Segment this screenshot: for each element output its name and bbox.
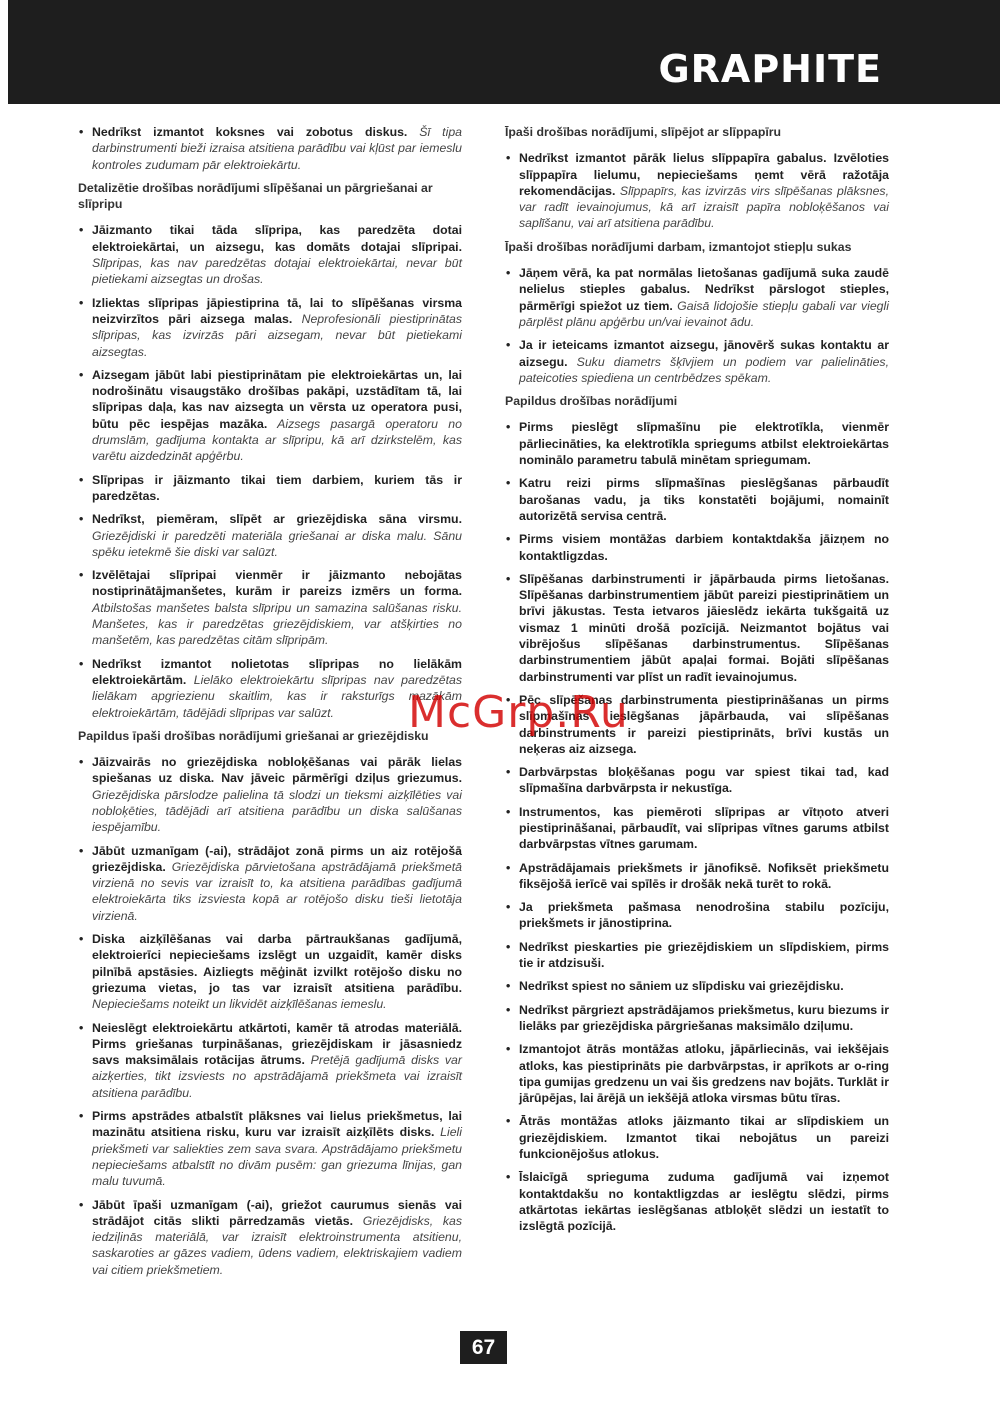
- list-item: • Nedrīkst spiest no sāniem uz slīpdisku vai griezējdisku.: [505, 978, 889, 994]
- list-item: • Pēc slīpēšanas darbinstrumenta piestiprināšanas un pirms slīpmašīnas ieslēgšanas jāpārbauda, vai slīpēšanas darbinstruments ir pareizi piestiprināts, brīvi kustās un neķeras aiz aizsega.: [505, 692, 889, 757]
- bullet-list: [505, 419, 889, 1234]
- list-item: • Pirms apstrādes atbalstīt plāksnes vai lielus priekšmetus, lai mazinātu atsitiena risku, kuru var izraisīt aizķīlēts disks. Lieli priekšmeti var saliekties zem sava svara. Apstrādājamo priekšmetu nepieciešams atbalstīt no divām pusēm: gan griezuma līnijas, gan malu tuvumā.: [78, 1108, 462, 1189]
- section-heading: Detalizētie drošības norādījumi slīpēšanai un pārgriešanai ar slīpripu: [78, 180, 433, 212]
- watermark: McGrp.Ru: [408, 687, 629, 738]
- bullet-list: [505, 265, 889, 386]
- list-item: • Nedrīkst pārgriezt apstrādājamos priekšmetus, kuru biezums ir lielāks par griezējdiska pārgriešanas maksimālo dziļumu.: [505, 1002, 889, 1035]
- list-item: • Nedrīkst, piemēram, slīpēt ar griezējdiska sāna virsmu. Griezējdiski ir paredzēti materiāla griešanai ar diska malu. Sānu spēku ietekmē šie diski var salūzt.: [78, 511, 462, 560]
- list-item: • Slīpripas ir jāizmanto tikai tiem darbiem, kuriem tās ir paredzētas.: [78, 472, 462, 505]
- list-item: • Izvēlētajai slīpripai vienmēr ir jāizmanto nebojātas nostiprinātājmanšetes, kurām ir pareizs izmērs un forma. Atbilstošas manšetes balsta slīpripu un samazina salūšanas risku. Manšetes, kas ir paredzētas griezējdiskiem, var atšķirties no manšetēm, kas paredzētas citām slīpripām.: [78, 567, 462, 648]
- bullet-list: [505, 150, 889, 231]
- page-number: 67: [460, 1331, 507, 1364]
- list-item: • Diska aizķīlēšanas vai darba pārtraukšanas gadījumā, elektroierīci nepieciešams izslēgt un uzgaidīt, kamēr disks pilnībā apstāsies. Aizliegts mēģināt izvilkt rotējošo disku no griezuma vietas, jo tas var izraisīt atsitiena parādību. Nepieciešams noteikt un likvidēt aizķīlēšanas iemeslu.: [78, 931, 462, 1012]
- list-item: • Apstrādājamais priekšmets ir jānofiksē. Nofiksēt priekšmetu fiksējošā ierīcē vai spīlēs ir drošāk nekā turēt to rokā.: [505, 860, 889, 893]
- list-item: • Pirms visiem montāžas darbiem kontaktdakša jāizņem no kontaktligzdas.: [505, 531, 889, 564]
- page-header: [8, 0, 1000, 104]
- list-item: • Pirms pieslēgt slīpmašīnu pie elektrotīkla, vienmēr pārliecināties, ka elektrotīkla spriegums atbilst elektroiekārtas nominālo parametru tabulā minētam spriegumam.: [505, 419, 889, 468]
- section-heading: Papildus drošības norādījumi: [505, 394, 678, 409]
- section-heading: Īpaši drošības norādījumi darbam, izmantojot stiepļu sukas: [505, 239, 852, 254]
- list-item: • Nedrīkst izmantot koksnes vai zobotus diskus. Šī tipa darbinstrumenti bieži izraisa atsitiena parādību vai kļūst par iemeslu kontroles zudumam pār elektroiekārtu.: [78, 124, 462, 173]
- list-item: • Neieslēgt elektroiekārtu atkārtoti, kamēr tā atrodas materiālā. Pirms griešanas turpināšanas, griezējdiskam ir jāsasniedz savs maksimālais rotācijas ātrums. Pretējā gadījumā disks var aizķerties, tikt izsviests no apstrādājamā priekšmeta vai izraisīt atsitiena parādību.: [78, 1020, 462, 1101]
- list-item: • Jāizvairās no griezējdiska nobloķēšanas vai pārāk lielas spiešanas uz diska. Nav jāveic pārmērīgi dziļus griezumus. Griezējdiska pārslodze palielina tā slodzi un tieksmi aizķīlēties vai nobloķēties, tādējādi arī atsitiena parādību un diska salūšanas iespējamību.: [78, 754, 462, 835]
- section-heading: Īpaši drošības norādījumi, slīpējot ar slīppapīru: [505, 125, 782, 139]
- list-item: • Nedrīkst izmantot nolietotas slīpripas no lielākām elektroiekārtām. Lielāko elektroiekārtu slīpripas nav paredzētas lielākam apgriezienu skaitlim, kas ir raksturīgs mazākām elektroiekārtām, tādējādi slīpripas var salūzt.: [78, 656, 462, 721]
- bullet-list: [78, 222, 462, 720]
- list-item: • Jābūt īpaši uzmanīgam (-ai), griežot caurumus sienās vai strādājot citās slikti pārredzamās vietās. Griezējdisks, kas iedziļinās materiālā, var izraisīt elektroinstrumenta atsitienu, saskaroties ar gāzes vadiem, ūdens vadiem, elektriskajiem vadiem vai citiem priekšmetiem.: [78, 1197, 462, 1278]
- left-column: [78, 124, 462, 1285]
- list-item: • Darbvārpstas bloķēšanas pogu var spiest tikai tad, kad slīpmašīna darbvārpsta ir nekustīga.: [505, 764, 889, 797]
- list-item: • Nedrīkst pieskarties pie griezējdiskiem un slīpdiskiem, pirms tie ir atdzisuši.: [505, 939, 889, 972]
- list-item: • Izliektas slīpripas jāpiestiprina tā, lai to slīpēšanas virsma neizvirzītos pāri aizsega malas. Neprofesionāli piestiprinātas slīpripas, kas izvirzās pāri aizsegam, nevar būt pietiekami aizsegtas.: [78, 295, 462, 360]
- list-item: • Slīpēšanas darbinstrumenti ir jāpārbauda pirms lietošanas. Slīpēšanas darbinstrumentiem jābūt pareizi piestiprinātiem un brīvi jākustas. Testa ietvaros jāieslēdz iekārta tukšgaitā uz vismaz 1 minūti drošā pozīcijā. Neizmantot bojātus vai vibrējošus slīpēšanas darbinstrumentus. Slīpēšanas darbinstrumentiem jābūt apaļai formai. Bojāti slīpēšanas darbinstrumenti var plīst un radīt ievainojumus.: [505, 571, 889, 685]
- bullet-list: [78, 754, 462, 1278]
- list-item: • Īslaicīgā sprieguma zuduma gadījumā vai izņemot kontaktdakšu no kontaktligzdas ar ieslēgtu slēdzi, pirms atkārtotas iekārtas ieslēgšanas atbloķēt slēdzi un iestatīt to izslēgtā pozīcijā.: [505, 1169, 889, 1234]
- list-item: • Ātrās montāžas atloks jāizmanto tikai ar slīpdiskiem un griezējdiskiem. Izmantot tikai nebojātus un pareizi funkcionējošus atlokus.: [505, 1113, 889, 1162]
- list-item: • Jāizmanto tikai tāda slīpripa, kas paredzēta dotai elektroiekārtai, un aizsegu, kas domāts dotajai slīpripai. Slīpripas, kas nav paredzētas dotajai elektroiekārtai, nevar būt pietiekami aizsegtas un drošas.: [78, 222, 462, 287]
- graphite-logo: GRAPHITE: [658, 47, 882, 91]
- list-item: • Katru reizi pirms slīpmašīnas pieslēgšanas pārbaudīt barošanas vadu, ja tiks konstatēti bojājumi, nomainīt autorizētā servisa centrā.: [505, 475, 889, 524]
- section-heading: Papildus īpaši drošības norādījumi griešanai ar griezējdisku: [78, 728, 429, 743]
- list-item: • Aizsegam jābūt labi piestiprinātam pie elektroiekārtas un, lai nodrošinātu visaugstāko drošības pakāpi, uzstādītam tā, lai slīpripas daļa, kas nav aizsegta un vērsta uz operatora pusi, būtu pēc iespējas mazāka. Aizsegs pasargā operatoru no drumslām, gadījuma kontakta ar slīpripu, kā arī dzirkstelēm, kas varētu aizdedzināt apģērbu.: [78, 367, 462, 465]
- list-item: • Jāņem vērā, ka pat normālas lietošanas gadījumā suka zaudē nelielus stieples gabalus. Nedrīkst pārslogot stieples, pārmērīgi spiežot uz tiem. Gaisā lidojošie stiepļu gabali var viegli pārplēst plānu apģērbu un/vai ievainot ādu.: [505, 265, 889, 330]
- list-item: • Izmantojot ātrās montāžas atloku, jāpārliecinās, vai iekšējais atloks, kas piestiprināts pie darbvārpstas, ir aprīkots ar o-ring tipa gumijas gredzenu un vai šis gredzens nav bojāts. Turklāt ir jārūpējas, lai ārējā un iekšējā atloka virsmas būtu tīras.: [505, 1041, 889, 1106]
- list-item: • Ja ir ieteicams izmantot aizsegu, jānovērš sukas kontaktu ar aizsegu. Suku diametrs šķīvjiem un podiem var palielināties, pateicoties spiediena un centrbēdzes spēkam.: [505, 337, 889, 386]
- list-item: • Instrumentos, kas piemēroti slīpripas ar vītņoto atveri piestiprināšanai, pārbaudīt, vai slīpripas vītnes garums atbilst darbvārpstas vītnes garumam.: [505, 804, 889, 853]
- list-item: • Ja priekšmeta pašmasa nenodrošina stabilu pozīciju, priekšmets ir jānostiprina.: [505, 899, 889, 932]
- list-item: • Nedrīkst izmantot pārāk lielus slīppapīra gabalus. Izvēloties slīppapīra lielumu, nepieciešams ņemt vērā ražotāja rekomendācijas. Slīppapīrs, kas izvirzās virs slīpēšanas plāksnes, var radīt ievainojumus, kā arī izraisīt papīra nobloķēšanos vai saplīšanu, vai arī atsitiena parādību.: [505, 150, 889, 231]
- right-column: [505, 124, 889, 1242]
- list-item: • Jābūt uzmanīgam (-ai), strādājot zonā pirms un aiz rotējošā griezējdiska. Griezējdiska pārvietošana apstrādājamā priekšmetā virzienā no sevis var izraisīt to, ka atsitiena parādības gadījumā elektroiekārta tiks izsviesta kopā ar rotējošo disku tieši lietotāja virzienā.: [78, 843, 462, 924]
- intro-list: [78, 124, 462, 173]
